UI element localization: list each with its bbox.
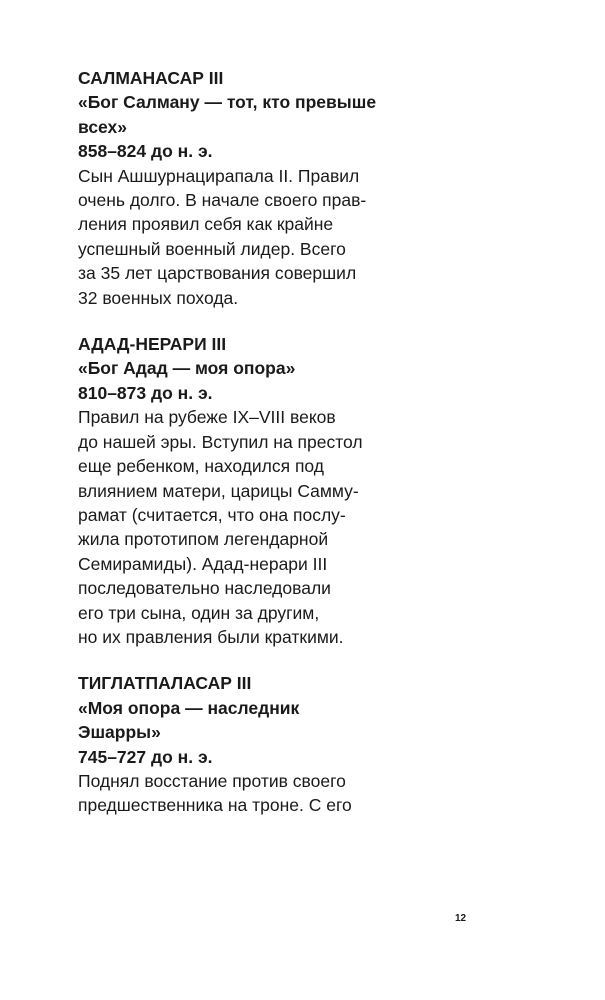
body-line: Поднял восстание против своего xyxy=(78,770,346,791)
ruler-name: АДАД-НЕРАРИ III xyxy=(78,334,227,355)
body-line: предшественника на троне. С его xyxy=(78,795,352,816)
body-line: еще ребенком, находился под xyxy=(78,456,324,477)
body-line: последовательно наследовали xyxy=(78,578,331,599)
body-line: очень долго. В начале своего прав- xyxy=(78,190,367,211)
body-line: до нашей эры. Вступил на престол xyxy=(78,431,363,452)
section-tiglatpalasar xyxy=(78,671,398,817)
body-line: Правил на рубеже IX–VIII веков xyxy=(78,407,336,428)
body-line: Сын Ашшурнацирапала II. Правил xyxy=(78,165,360,186)
reign-dates: 745–727 до н. э. xyxy=(78,746,213,767)
name-meaning-line: всех» xyxy=(78,116,128,137)
body-line: рамат (считается, что она послу- xyxy=(78,504,346,525)
section-salmanasar xyxy=(78,66,398,310)
reign-dates: 858–824 до н. э. xyxy=(78,141,213,162)
body-line: за 35 лет царствования совершил xyxy=(78,263,357,284)
body-line: но их правления были краткими. xyxy=(78,626,344,647)
reign-dates: 810–873 до н. э. xyxy=(78,382,213,403)
ruler-name: ТИГЛАТПАЛАСАР III xyxy=(78,673,252,694)
page-number: 12 xyxy=(455,913,467,924)
body-line: успешный военный лидер. Всего xyxy=(78,238,346,259)
body-line: его три сына, один за другим, xyxy=(78,602,320,623)
ruler-name: САЛМАНАСАР III xyxy=(78,68,224,88)
page-content xyxy=(78,66,398,840)
name-meaning-line: «Бог Салману — тот, кто превыше xyxy=(78,92,377,113)
body-line: 32 военных похода. xyxy=(78,287,239,308)
body-line: влиянием матери, царицы Самму- xyxy=(78,480,359,501)
body-line: ления проявил себя как крайне xyxy=(78,214,334,235)
name-meaning-line: «Бог Адад — моя опора» xyxy=(78,358,296,379)
body-line: жила прототипом легендарной xyxy=(78,529,329,550)
body-line: Семирамиды). Адад-нерари III xyxy=(78,553,328,574)
name-meaning-line: Эшарры» xyxy=(78,722,161,743)
section-adad-nerari xyxy=(78,332,398,649)
name-meaning-line: «Моя опора — наследник xyxy=(78,697,300,718)
